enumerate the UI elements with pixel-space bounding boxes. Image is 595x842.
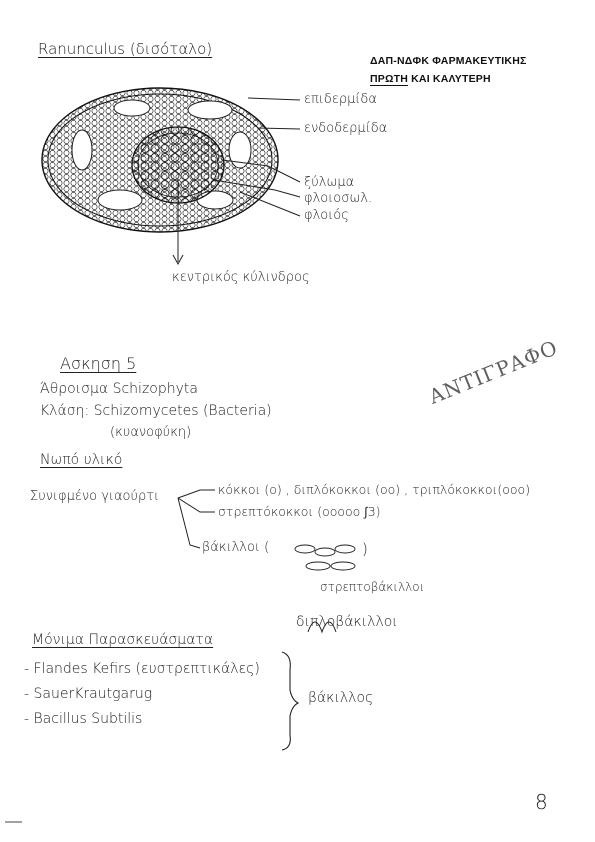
branch-cocci: κόκκοι (ο) , διπλόκοκκοι (οο) , τριπλόκοκκοι(οοο) [218, 482, 531, 497]
diplobacilli-label: διπλοβάκιλλοι [296, 614, 398, 630]
copy-stamp: ΑΝΤΙΓΡΑΦΟ [425, 335, 562, 409]
streptobacilli-label: στρεπτοβάκιλλοι [320, 580, 425, 594]
specimen-title: Ranunculus (δισόταλο) [38, 40, 213, 58]
branch-bacilli-close: ) [362, 540, 368, 558]
exercise-subnote: (κυανοφύκη) [110, 425, 192, 440]
publisher-first-word: ΠΡΩΤΗ [370, 73, 409, 85]
label-phloem: φλοιοσωλ. [304, 191, 373, 206]
label-epidermis: επιδερμίδα [304, 92, 377, 107]
prep-item-2: - SauerKrautgarug [24, 686, 153, 702]
label-central-cylinder: κεντρικός κύλινδρος [172, 270, 310, 285]
bracket-label: βάκιλλος [308, 690, 374, 706]
exercise-phylum: Άθροισμα Schizophyta [40, 381, 198, 397]
fresh-material-heading: Νωπό υλικό [40, 452, 123, 468]
page-number: 8 [535, 790, 548, 814]
preparations-heading: Μόνιμα Παρασκευάσματα [32, 632, 214, 648]
branch-bacilli: βάκιλλοι ( [202, 540, 270, 555]
label-cortex: φλοιός [304, 208, 349, 223]
yogurt-label: Συνιφμένο γιαούρτι [30, 489, 160, 504]
exercise-class: Κλάση: Schizomycetes (Bacteria) [40, 403, 272, 419]
label-endodermis: ενδοδερμίδα [304, 121, 388, 136]
prep-item-1: - Flandes Kefirs (ευστρεπτικάλες) [24, 661, 260, 677]
publisher-rest: ΚΑΙ ΚΑΛΥΤΕΡΗ [408, 73, 491, 85]
label-xylem: ξύλωμα [304, 175, 355, 190]
exercise-heading: Ασκηση 5 [60, 354, 137, 373]
branch-streptococci: στρεπτόκοκκοι (οοοοο ∫3) [218, 504, 381, 519]
prep-item-3: - Bacillus Subtilis [24, 711, 143, 727]
publisher-line-1: ΔΑΠ-ΝΔΦΚ ΦΑΡΜΑΚΕΥΤΙΚΗΣ [370, 55, 527, 67]
